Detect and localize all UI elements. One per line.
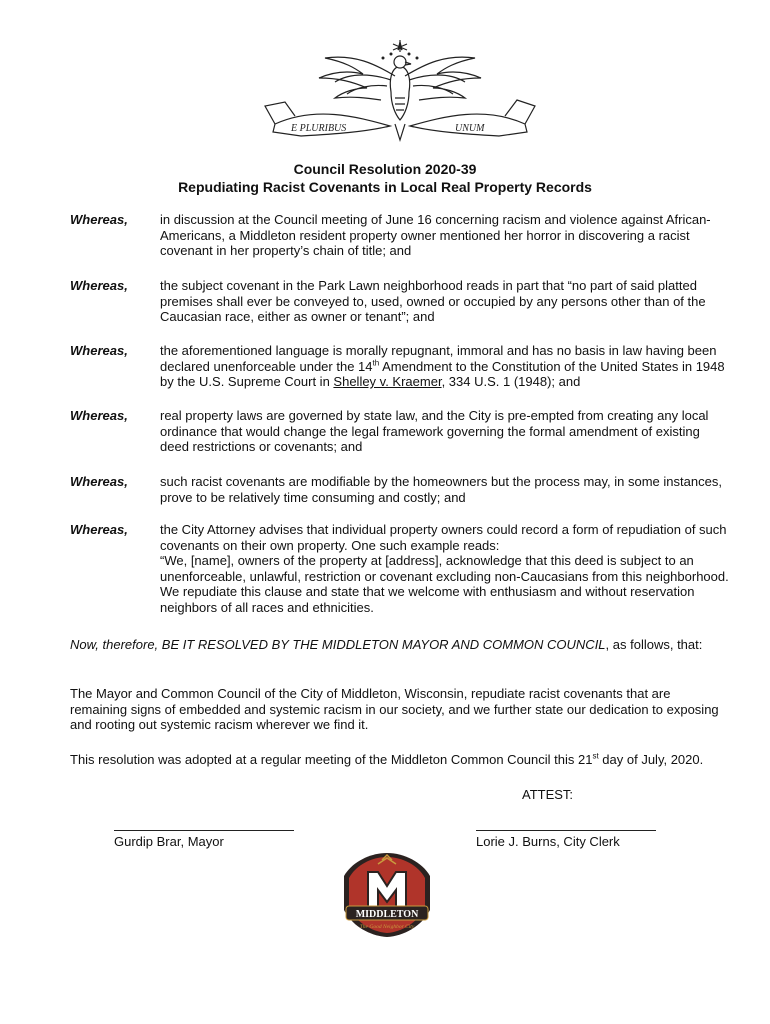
resolution-body: The Mayor and Common Council of the City of Middleton, Wisconsin, repudiate racist covenants that are remaining signs of embedded and systemic racism in our society, and we further state our dedication to exposing and rooting out systemic racism wherever we find it.: [70, 686, 719, 732]
middleton-logo-icon: [338, 850, 436, 940]
whereas-label: Whereas,: [70, 522, 128, 537]
whereas-label: Whereas,: [70, 278, 128, 293]
resolution-number: Council Resolution 2020-39: [293, 161, 477, 177]
clause-text: in discussion at the Council meeting of June 16 concerning racism and violence against African-Americans, a Middleton resident property owner mentioned her horror in discovering a racist covenant in her property’s chain of title; and: [160, 212, 711, 258]
resolved-statement: Now, therefore, BE IT RESOLVED BY THE MIDDLETON MAYOR AND COMMON COUNCIL, as follows, that:: [70, 637, 703, 652]
svg-text:MIDDLETON: MIDDLETON: [355, 909, 419, 920]
whereas-label: Whereas,: [70, 212, 128, 227]
whereas-label: Whereas,: [70, 343, 128, 358]
attest-label: ATTEST:: [522, 787, 574, 802]
seal-motto-right: UNUM: [455, 123, 485, 134]
clause-text: the aforementioned language is morally repugnant, immoral and has no basis in law having been declared unenforceable under the 14th Amendment to the Constitution of the United States in 1948 by the U.S. Supreme Court in Shelley v. Kraemer, 334 U.S. 1 (1948); and: [160, 343, 725, 389]
example-repudiation-quote: “We, [name], owners of the property at [address], acknowledge that this deed is subject to an unenforceable, unlawful, restriction or covenant excluding non-Caucasians from this neighborhood. We repudiate this clause and state that we welcome with enthusiasm and without reservation neighbors of all races and ethnicities.: [160, 553, 729, 615]
mayor-signature-line: [114, 830, 294, 831]
clause-text: the City Attorney advises that individual property owners could record a form of repudiation of such covenants on their own property. One such example reads: “We, [name], owners of the property at [address], acknowledge that this deed is subject to an unenforceable, unlawful, restriction or covenant excluding non-Caucasians from this neighborhood. We repudiate this clause and state that we welcome with enthusiasm and without reservation neighbors of all races and ethnicities.: [160, 522, 729, 615]
eagle-seal-icon: [255, 36, 545, 148]
resolution-title: Repudiating Racist Covenants in Local Real Property Records: [178, 179, 592, 195]
seal-motto-left: E PLURIBUS: [291, 123, 347, 134]
whereas-label: Whereas,: [70, 408, 128, 423]
svg-text:The Good Neighbor City: The Good Neighbor City: [359, 924, 415, 930]
whereas-label: Whereas,: [70, 474, 128, 489]
clerk-name: Lorie J. Burns, City Clerk: [476, 834, 620, 849]
clause-text: the subject covenant in the Park Lawn neighborhood reads in part that “no part of said platted premises shall ever be conveyed to, used, owned or occupied by any persons other than of the Caucasian race, either as owner or tenant”; and: [160, 278, 706, 324]
clause-text: real property laws are governed by state law, and the City is pre-empted from creating any local ordinance that would change the legal framework governing the formal amendment of existing deed restrictions or covenants; and: [160, 408, 709, 454]
clerk-signature-line: [476, 830, 656, 831]
adoption-statement: This resolution was adopted at a regular meeting of the Middleton Common Council this 21st day of July, 2020.: [70, 751, 704, 767]
clause-text: such racist covenants are modifiable by the homeowners but the process may, in some instances, prove to be relatively time consuming and costly; and: [160, 474, 722, 505]
case-citation: Shelley v. Kraemer: [333, 374, 442, 389]
mayor-name: Gurdip Brar, Mayor: [114, 834, 224, 849]
